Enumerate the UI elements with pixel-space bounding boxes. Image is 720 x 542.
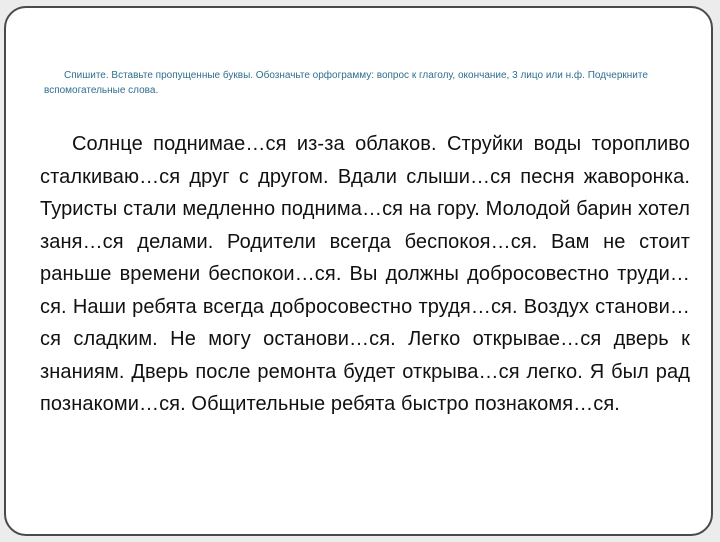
- exercise-text: Солнце поднимае…ся из-за облаков. Струйки воды торопливо сталкиваю…ся друг с другом. Вдали слыши…ся песня жаворонка. Туристы стали медленно поднима…ся на гору. Молодой барин хотел заня…ся делами. Родители всегда беспокоя…ся. Вам не стоит раньше времени беспокои…ся. Вы должны добросовестно труди…ся. Наши ребята всегда добросовестно трудя…ся. Воздух станови…ся сладким. Не могу останови…ся. Легко открывае…ся дверь к знаниям. Дверь после ремонта будет открыва…ся легко. Я был рад познакоми…ся. Общительные ребята быстро познакомя…ся.: [40, 133, 690, 415]
- slide-card: [4, 6, 713, 536]
- task-instruction: Спишите. Вставьте пропущенные буквы. Обозначьте орфограмму: вопрос к глаголу, окончание, 3 лицо или н.ф. Подчеркните вспомогательные слова.: [44, 70, 648, 96]
